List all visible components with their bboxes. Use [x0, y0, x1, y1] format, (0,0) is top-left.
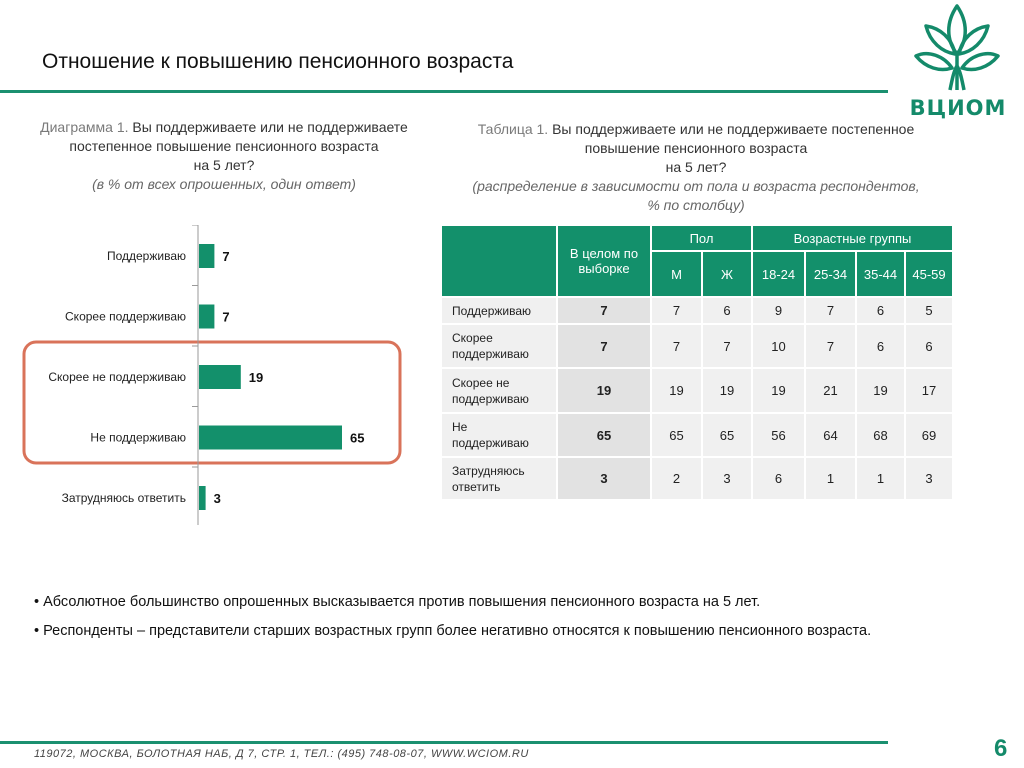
- table-lead: Таблица 1.: [477, 121, 549, 137]
- cell: 1: [856, 457, 905, 500]
- data-label: 65: [350, 430, 365, 446]
- table-caption: [440, 120, 952, 215]
- cell: 6: [856, 324, 905, 368]
- bar: [199, 426, 342, 450]
- bullet-item: • Абсолютное большинство опрошенных высказывается против повышения пенсионного возраста на 5 лет.: [34, 594, 761, 610]
- row-label: Скорее не поддерживаю: [441, 368, 557, 413]
- row-label: Скорее поддерживаю: [441, 324, 557, 368]
- cell: 6: [752, 457, 805, 500]
- cell: 65: [702, 413, 752, 457]
- cell: 7: [702, 324, 752, 368]
- cell: 21: [805, 368, 856, 413]
- cell: 10: [752, 324, 805, 368]
- cell: 9: [752, 297, 805, 324]
- cell: 1: [805, 457, 856, 500]
- cell: 7: [805, 324, 856, 368]
- cell-total: 3: [557, 457, 651, 500]
- category-label: Скорее не поддерживаю: [48, 370, 186, 384]
- col-age-45-59: 45-59: [905, 251, 953, 297]
- col-sex-header: Пол: [651, 225, 752, 251]
- cell: 56: [752, 413, 805, 457]
- col-age-header: Возрастные группы: [752, 225, 953, 251]
- bullet-item: • Респонденты – представители старших возрастных групп более негативно относятся к повышению пенсионного возраста.: [34, 623, 872, 639]
- logo-text: ВЦИОМ: [909, 96, 1007, 120]
- data-label: 3: [213, 491, 221, 506]
- table-note-line1: (распределение в зависимости от пола и возраста респондентов,: [472, 178, 920, 194]
- diagram-question-line3: на 5 лет?: [193, 157, 255, 173]
- col-sex-m: М: [651, 251, 702, 297]
- row-label: Поддерживаю: [441, 297, 557, 324]
- data-label: 19: [248, 370, 264, 385]
- col-age-25-34: 25-34: [805, 251, 856, 297]
- cell: 7: [651, 324, 702, 368]
- row-label: Затрудняюсь ответить: [441, 457, 557, 500]
- bar: [199, 244, 214, 268]
- col-age-18-24: 18-24: [752, 251, 805, 297]
- cell-total: 7: [557, 297, 651, 324]
- summary-bullets: [34, 592, 914, 650]
- data-label: 7: [222, 309, 230, 325]
- cell: 19: [752, 368, 805, 413]
- cell: 3: [905, 457, 953, 500]
- cell: 17: [905, 368, 953, 413]
- cell: 5: [905, 297, 953, 324]
- category-label: Скорее поддерживаю: [65, 309, 186, 324]
- diagram-question-line1: Вы поддерживаете или не поддерживаете: [132, 119, 408, 135]
- table-row: [441, 413, 953, 457]
- cell: 68: [856, 413, 905, 457]
- table-row: [441, 457, 953, 500]
- page-number: 6: [994, 735, 1008, 762]
- diagram-caption: [0, 118, 448, 194]
- cell: 7: [805, 297, 856, 324]
- diagram-note: (в % от всех опрошенных, один ответ): [92, 176, 356, 192]
- table-row: [441, 324, 953, 368]
- cell: 6: [702, 297, 752, 324]
- category-label: Не поддерживаю: [90, 430, 186, 445]
- footer-address: 119072, МОСКВА, БОЛОТНАЯ НАБ, Д 7, СТР. 1, ТЕЛ.: (495) 748-08-07, WWW.WCIOM.RU: [34, 748, 529, 760]
- bar: [199, 305, 214, 329]
- bar-chart: [0, 225, 430, 525]
- cell: 3: [702, 457, 752, 500]
- bar: [199, 486, 206, 510]
- table-row: [441, 297, 953, 324]
- footer-divider: [0, 741, 888, 744]
- cell: 7: [651, 297, 702, 324]
- table-row: [441, 368, 953, 413]
- category-label: Поддерживаю: [106, 249, 186, 263]
- cell: 19: [702, 368, 752, 413]
- table-question-line1: Вы поддерживаете или не поддерживаете постепенное: [552, 121, 915, 137]
- table-question-line2: повышение пенсионного возраста: [584, 140, 808, 156]
- cell-total: 7: [557, 324, 651, 368]
- col-total-header: В целом по выборке: [557, 225, 651, 297]
- cell-total: 65: [557, 413, 651, 457]
- page-title: Отношение к повышению пенсионного возраста: [42, 50, 514, 73]
- title-divider: [0, 90, 888, 93]
- table-question-line3: на 5 лет?: [665, 159, 727, 175]
- cell: 6: [905, 324, 953, 368]
- diagram-lead: Диаграмма 1.: [40, 119, 129, 135]
- cell: 6: [856, 297, 905, 324]
- table-corner: [441, 225, 557, 297]
- table-note-line2: % по столбцу): [647, 197, 745, 213]
- cell: 19: [856, 368, 905, 413]
- cell: 65: [651, 413, 702, 457]
- cell: 69: [905, 413, 953, 457]
- distribution-table: [440, 224, 954, 501]
- category-label: Затрудняюсь ответить: [61, 491, 186, 505]
- col-age-35-44: 35-44: [856, 251, 905, 297]
- cell: 19: [651, 368, 702, 413]
- diagram-question-line2: постепенное повышение пенсионного возраста: [69, 138, 379, 154]
- cell-total: 19: [557, 368, 651, 413]
- cell: 64: [805, 413, 856, 457]
- data-label: 7: [222, 249, 230, 264]
- bar: [199, 365, 241, 389]
- cell: 2: [651, 457, 702, 500]
- row-label: Не поддерживаю: [441, 413, 557, 457]
- col-sex-f: Ж: [702, 251, 752, 297]
